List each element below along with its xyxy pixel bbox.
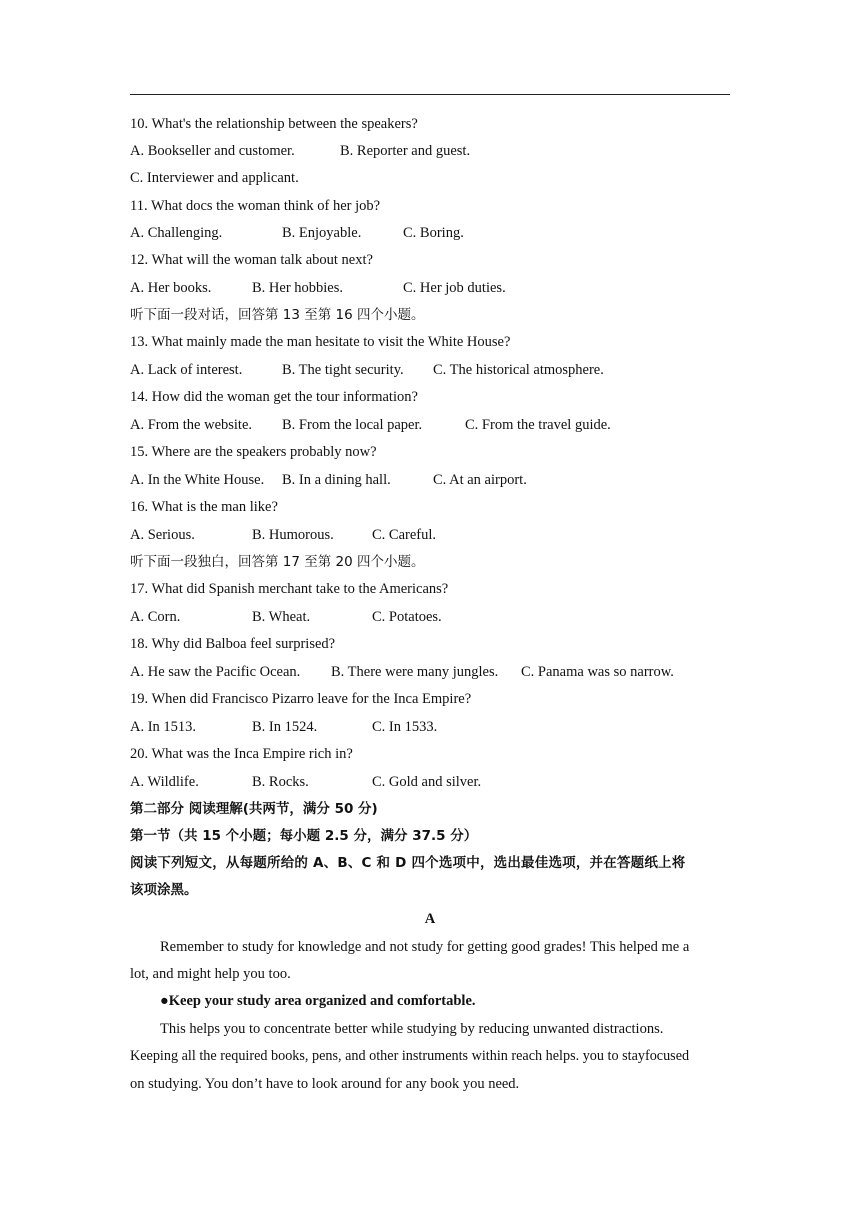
- option-12c: C. Her job duties.: [403, 280, 506, 296]
- question-14: 14. How did the woman get the tour information?: [130, 389, 418, 405]
- part2-title: 第二部分 阅读理解(共两节，满分 50 分): [130, 801, 378, 817]
- option-12a: A. Her books.: [130, 280, 212, 296]
- option-18b: B. There were many jungles.: [331, 664, 499, 680]
- option-17b: B. Wheat.: [252, 609, 311, 625]
- option-18a: A. He saw the Pacific Ocean.: [130, 664, 301, 680]
- option-10a: A. Bookseller and customer.: [130, 143, 295, 159]
- question-13: 13. What mainly made the man hesitate to visit the White House?: [130, 334, 511, 350]
- question-11: 11. What docs the woman think of her job?: [130, 198, 381, 214]
- option-14b: B. From the local paper.: [282, 417, 423, 433]
- option-14c: C. From the travel guide.: [465, 417, 611, 433]
- option-10b: B. Reporter and guest.: [340, 143, 471, 159]
- question-15: 15. Where are the speakers probably now?: [130, 444, 377, 460]
- question-17: 17. What did Spanish merchant take to the Americans?: [130, 581, 449, 597]
- option-17a: A. Corn.: [130, 609, 181, 625]
- option-15c: C. At an airport.: [433, 472, 527, 488]
- option-19b: B. In 1524.: [252, 719, 318, 735]
- option-11b: B. Enjoyable.: [282, 225, 362, 241]
- option-10c: C. Interviewer and applicant.: [130, 170, 299, 186]
- question-19: 19. When did Francisco Pizarro leave for the Inca Empire?: [130, 691, 472, 707]
- instruction-dialog: 听下面一段对话，回答第 13 至第 16 四个小题。: [130, 307, 425, 323]
- option-16a: A. Serious.: [130, 527, 195, 543]
- header-rule: [130, 94, 730, 95]
- question-16: 16. What is the man like?: [130, 499, 278, 515]
- option-13a: A. Lack of interest.: [130, 362, 243, 378]
- tip-heading: ●Keep your study area organized and comfortable.: [160, 993, 476, 1009]
- passage-p2-line1: This helps you to concentrate better while studying by reducing unwanted distractions.: [160, 1021, 664, 1037]
- option-11a: A. Challenging.: [130, 225, 223, 241]
- passage-p2-line2: Keeping all the required books, pens, and other instruments within reach helps. you to stayfocused: [130, 1048, 690, 1064]
- option-15a: A. In the White House.: [130, 472, 265, 488]
- option-12b: B. Her hobbies.: [252, 280, 344, 296]
- option-13b: B. The tight security.: [282, 362, 404, 378]
- passage-p2-line3: on studying. You don’t have to look around for any book you need.: [130, 1076, 520, 1092]
- option-16b: B. Humorous.: [252, 527, 334, 543]
- option-16c: C. Careful.: [372, 527, 437, 543]
- option-20a: A. Wildlife.: [130, 774, 199, 790]
- option-14a: A. From the website.: [130, 417, 253, 433]
- option-20b: B. Rocks.: [252, 774, 309, 790]
- question-12: 12. What will the woman talk about next?: [130, 252, 373, 268]
- directions-line-2: 该项涂黑。: [130, 882, 198, 898]
- section1-title: 第一节（共 15 个小题；每小题 2.5 分，满分 37.5 分）: [130, 828, 478, 844]
- option-17c: C. Potatoes.: [372, 609, 442, 625]
- option-19c: C. In 1533.: [372, 719, 438, 735]
- directions-line-1: 阅读下列短文，从每题所给的 A、B、C 和 D 四个选项中，选出最佳选项，并在答题纸上将: [130, 855, 686, 871]
- option-20c: C. Gold and silver.: [372, 774, 482, 790]
- instruction-monologue: 听下面一段独白，回答第 17 至第 20 四个小题。: [130, 554, 425, 570]
- question-10: 10. What's the relationship between the speakers?: [130, 116, 418, 132]
- option-18c: C. Panama was so narrow.: [521, 664, 674, 680]
- option-11c: C. Boring.: [403, 225, 464, 241]
- question-18: 18. Why did Balboa feel surprised?: [130, 636, 336, 652]
- option-13c: C. The historical atmosphere.: [433, 362, 604, 378]
- option-15b: B. In a dining hall.: [282, 472, 391, 488]
- passage-label: A: [424, 911, 436, 927]
- question-20: 20. What was the Inca Empire rich in?: [130, 746, 353, 762]
- option-19a: A. In 1513.: [130, 719, 197, 735]
- passage-p1-line1: Remember to study for knowledge and not study for getting good grades! This helped me a: [160, 939, 690, 955]
- passage-p1-line2: lot, and might help you too.: [130, 966, 291, 982]
